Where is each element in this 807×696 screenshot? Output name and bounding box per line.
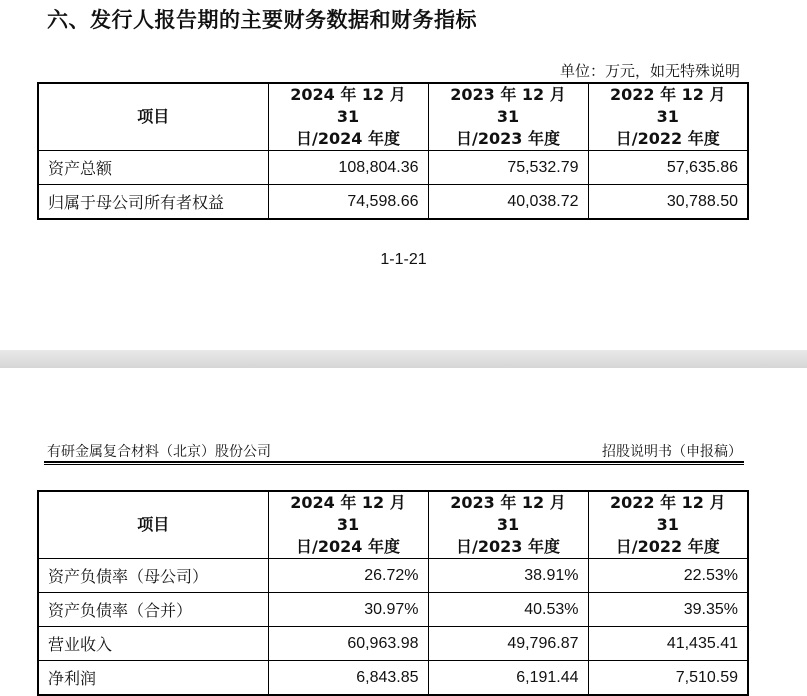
- row-label: 营业收入: [38, 627, 268, 661]
- header-2022-line2: 日/2022 年度: [615, 129, 720, 148]
- unit-note: 单位：万元，如无特殊说明: [559, 62, 740, 80]
- header-2024: [268, 491, 428, 559]
- header-2023-line2: 日/2023 年度: [456, 129, 560, 148]
- row-label: 净利润: [38, 661, 268, 696]
- header-2022-line2: 日/2022 年度: [615, 537, 720, 556]
- value-2024: 108,804.36: [268, 151, 428, 185]
- header-2024-line1: 2024 年 12 月 31: [290, 85, 406, 126]
- header-2022-line1: 2022 年 12 月 31: [609, 493, 726, 534]
- page-header-rule: [44, 461, 744, 465]
- header-2024-line2: 日/2024 年度: [296, 129, 400, 148]
- table-row: [38, 593, 748, 627]
- page-header-doc-type: 招股说明书（申报稿）: [602, 444, 742, 460]
- table-header-row: [38, 491, 748, 559]
- table-row: [38, 661, 748, 696]
- value-2024: 26.72%: [268, 559, 428, 593]
- page-separator: [0, 350, 807, 368]
- header-2023-line1: 2023 年 12 月 31: [450, 85, 566, 126]
- header-2022-line1: 2022 年 12 月 31: [609, 85, 726, 126]
- page-header-company: 有研金属复合材料（北京）股份公司: [47, 444, 271, 460]
- value-2024: 30.97%: [268, 593, 428, 627]
- row-label: 资产总额: [38, 151, 268, 185]
- table-row: [38, 627, 748, 661]
- value-2022: 22.53%: [588, 559, 748, 593]
- header-2023: [428, 491, 588, 559]
- header-item-label: 项目: [137, 107, 170, 126]
- header-2024-line1: 2024 年 12 月 31: [290, 493, 406, 534]
- header-item: [38, 83, 268, 151]
- value-2023: 38.91%: [428, 559, 588, 593]
- financial-table-1: [37, 82, 749, 220]
- value-2024: 6,843.85: [268, 661, 428, 696]
- value-2023: 75,532.79: [428, 151, 588, 185]
- value-2022: 57,635.86: [588, 151, 748, 185]
- value-2022: 7,510.59: [588, 661, 748, 696]
- value-2022: 30,788.50: [588, 185, 748, 220]
- page-number: 1-1-21: [380, 251, 427, 268]
- header-2023: [428, 83, 588, 151]
- value-2023: 40.53%: [428, 593, 588, 627]
- value-2023: 49,796.87: [428, 627, 588, 661]
- header-2022: [588, 491, 748, 559]
- table-header-row: [38, 83, 748, 151]
- header-2023-line1: 2023 年 12 月 31: [450, 493, 566, 534]
- table-row: [38, 559, 748, 593]
- header-2022: [588, 83, 748, 151]
- header-item-label: 项目: [137, 515, 170, 534]
- header-2023-line2: 日/2023 年度: [456, 537, 560, 556]
- row-label: 资产负债率（合并）: [38, 593, 268, 627]
- value-2024: 60,963.98: [268, 627, 428, 661]
- header-2024: [268, 83, 428, 151]
- section-title: 六、发行人报告期的主要财务数据和财务指标: [47, 8, 477, 32]
- value-2022: 41,435.41: [588, 627, 748, 661]
- document-page-2: [0, 368, 807, 688]
- row-label: 归属于母公司所有者权益: [38, 185, 268, 220]
- table-row: [38, 185, 748, 220]
- value-2023: 40,038.72: [428, 185, 588, 220]
- table-row: [38, 151, 748, 185]
- value-2022: 39.35%: [588, 593, 748, 627]
- row-label: 资产负债率（母公司）: [38, 559, 268, 593]
- value-2024: 74,598.66: [268, 185, 428, 220]
- financial-table-2: [37, 490, 749, 696]
- header-item: [38, 491, 268, 559]
- value-2023: 6,191.44: [428, 661, 588, 696]
- header-2024-line2: 日/2024 年度: [296, 537, 400, 556]
